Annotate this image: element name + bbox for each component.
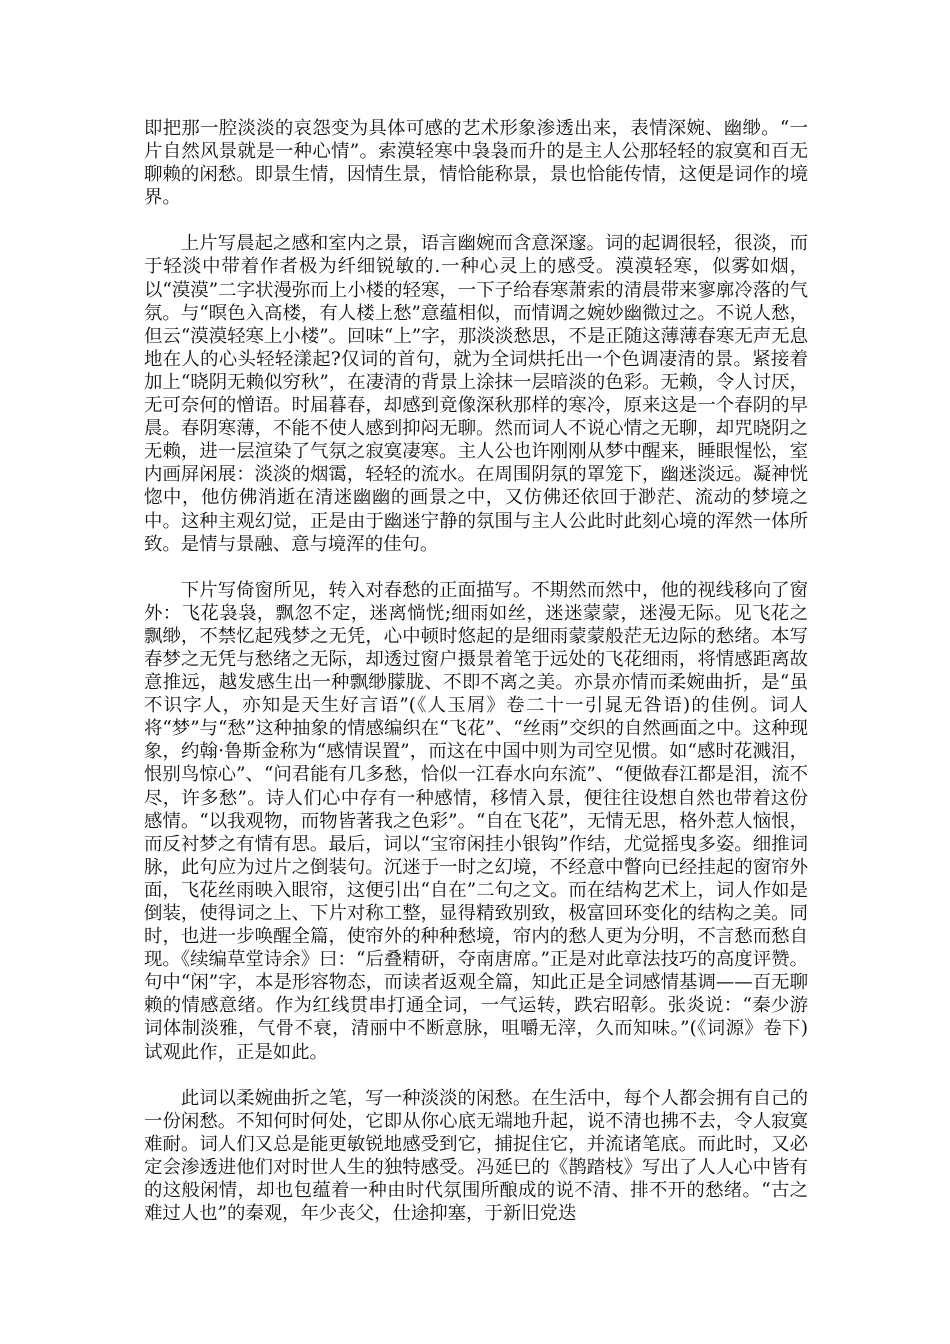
- paragraph-4: 此词以柔婉曲折之笔，写一种淡淡的闲愁。在生活中，每个人都会拥有自己的一份闲愁。不知何时何处，它即从你心底无端地升起，说不清也拂不去，令人寂寞难耐。词人们又总是能更敏锐地感受到它，捕捉住它，并流诸笔底。而此时，又必定会渗透进他们对时世人生的独特感受。冯延巳的《鹊踏枝》写出了人人心中皆有的这般闲情，却也包蕴着一种由时代氛围所酿成的说不清、排不开的愁绪。“古之难过人也”的秦观，年少丧父，仕途抑塞，于新旧党迭: [144, 1087, 808, 1225]
- article-body: [144, 117, 808, 1248]
- paragraph-2: 上片写晨起之感和室内之景，语言幽婉而含意深邃。词的起调很轻，很淡，而于轻淡中带着作者极为纤细锐敏的.一种心灵上的感受。漠漠轻寒，似雾如烟，以“漠漠”二字状漫弥而上小楼的轻寒，一下子给春寒萧索的清晨带来寥廓冷落的气氛。与“暝色入高楼，有人楼上愁”意蕴相似，而情调之婉妙幽微过之。不说人愁，但云“漠漠轻寒上小楼”。回味“上”字，那淡淡愁思，不是正随这薄薄春寒无声无息地在人的心头轻轻漾起?仅词的首句，就为全词烘托出一个色调凄清的景。紧接着加上“晓阴无赖似穷秋”，在凄清的背景上涂抹一层暗淡的色彩。无赖，令人讨厌，无可奈何的憎语。时届暮春，却感到竟像深秋那样的寒冷，原来这是一个春阴的早晨。春阴寒薄，不能不使人感到抑闷无聊。然而词人不说心情之无聊，却咒晓阴之无赖，进一层渲染了气氛之寂寞凄寒。主人公也许刚刚从梦中醒来，睡眼惺忪，室内画屏闲展：淡淡的烟霭，轻轻的流水。在周围阴氛的罩笼下，幽迷淡远。凝神恍惚中，他仿佛消逝在清迷幽幽的画景之中，又仿佛还依回于渺茫、流动的梦境之中。这种主观幻觉，正是由于幽迷宁静的氛围与主人公此时此刻心境的浑然一体所致。是情与景融、意与境浑的佳句。: [144, 233, 808, 555]
- paragraph-3: 下片写倚窗所见，转入对春愁的正面描写。不期然而然中，他的视线移向了窗外：飞花袅袅，飘忽不定，迷离惝恍;细雨如丝，迷迷蒙蒙，迷漫无际。见飞花之飘缈，不禁忆起残梦之无凭，心中顿时悠起的是细雨蒙蒙般茫无边际的愁绪。本写春梦之无凭与愁绪之无际，却透过窗户摄景着笔于远处的飞花细雨，将情感距离故意推远，越发感生出一种飘缈朦胧、不即不离之美。亦景亦情而柔婉曲折，是“虽不识字人，亦知是天生好言语”(《人玉屑》卷二十一引晁无咎语)的佳例。词人将“梦”与“愁”这种抽象的情感编织在“飞花”、“丝雨”交织的自然画面之中。这种现象，约翰·鲁斯金称为“感情误置”，而这在中国中则为司空见惯。如“感时花溅泪，恨别鸟惊心”、“问君能有几多愁，恰似一江春水向东流”、“便做春江都是泪，流不尽，许多愁”。诗人们心中存有一种感情，移情入景，便往往设想自然也带着这份感情。“以我观物，而物皆著我之色彩”。“自在飞花”，无情无思，格外惹人恼恨，而反衬梦之有情有思。最后，词以“宝帘闲挂小银钩”作结，尤觉摇曳多姿。细推词脉，此句应为过片之倒装句。沉迷于一时之幻境，不经意中瞥向已经挂起的窗帘外面，飞花丝雨映入眼帘，这便引出“自在”二句之文。而在结构艺术上，词人作如是倒装，使得词之上、下片对称工整，显得精致别致，极富回环变化的结构之美。同时，也进一步唤醒全篇，使帘外的种种愁境，帘内的愁人更为分明，不言愁而愁自现。《续编草堂诗余》曰：“后叠精研，夺南唐席。”正是对此章法技巧的高度评赞。句中“闲”字，本是形容物态，而读者返观全篇，知此正是全词感情基调——百无聊赖的情感意绪。作为红线贯串打通全词，一气运转，跌宕昭彰。张炎说：“秦少游词体制淡雅，气骨不衰，清丽中不断意脉，咀嚼无滓，久而知味。”(《词源》卷下)试观此作，正是如此。: [144, 579, 808, 1063]
- paragraph-1: 即把那一腔淡淡的哀怨变为具体可感的艺术形象渗透出来，表情深婉、幽缈。“一片自然风景就是一种心情”。索漠轻寒中袅袅而升的是主人公那轻轻的寂寞和百无聊赖的闲愁。即景生情，因情生景，情恰能称景，景也恰能传情，这便是词作的境界。: [144, 118, 808, 209]
